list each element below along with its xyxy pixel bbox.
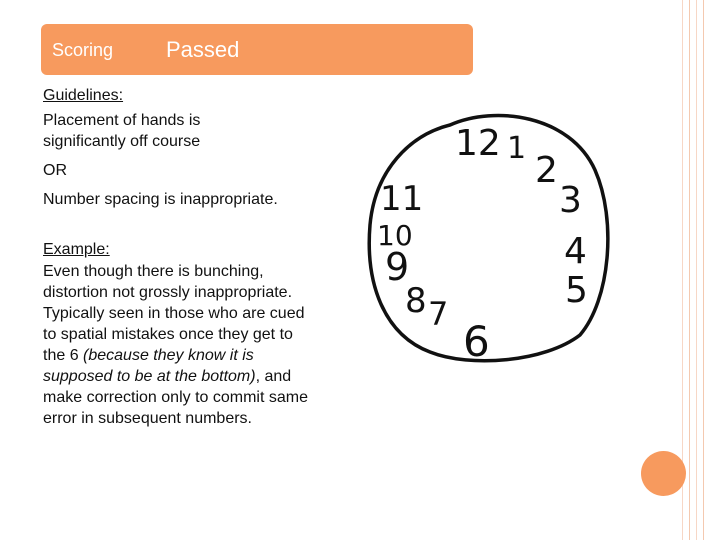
clock-drawing: [355, 100, 615, 370]
clock-number-11: 11: [380, 179, 424, 219]
border-line-2: [689, 0, 690, 540]
clock-number-2: 2: [535, 150, 558, 191]
clock-number-1: 1: [507, 131, 527, 166]
example-title: Example:: [43, 241, 110, 258]
decorative-circle: [641, 451, 686, 496]
guideline-line-1: Placement of hands is significantly off course: [43, 112, 201, 150]
clock-number-5: 5: [565, 270, 588, 311]
clock-number-3: 3: [559, 180, 582, 221]
example-text-end: , and make correction only to commit same error in subsequent numbers.: [43, 368, 308, 427]
clock-number-6: 6: [463, 317, 490, 366]
result-label: Passed: [166, 37, 240, 62]
example-text-italic: (because they know it is supposed to be at the bottom): [43, 347, 256, 385]
clock-number-7: 7: [428, 295, 449, 333]
border-line-1: [682, 0, 683, 540]
clock-number-10: 10: [377, 219, 413, 252]
clock-number-8: 8: [405, 281, 427, 321]
guideline-or: OR: [43, 162, 67, 179]
clock-number-12: 12: [455, 123, 501, 164]
border-line-3: [696, 0, 697, 540]
example-text-start: Even though there is bunching, distortion not grossly inappropriate. Typically seen in those who are cued to spatial mistakes once they get to the 6: [43, 263, 305, 364]
clock-number-4: 4: [564, 231, 587, 272]
guideline-line-2: Number spacing is inappropriate.: [43, 191, 278, 208]
example-text: [43, 261, 315, 429]
scoring-label: Scoring: [52, 40, 114, 60]
clock-number-9: 9: [385, 245, 410, 289]
guidelines-title: Guidelines:: [43, 87, 124, 104]
border-line-4: [703, 0, 704, 540]
